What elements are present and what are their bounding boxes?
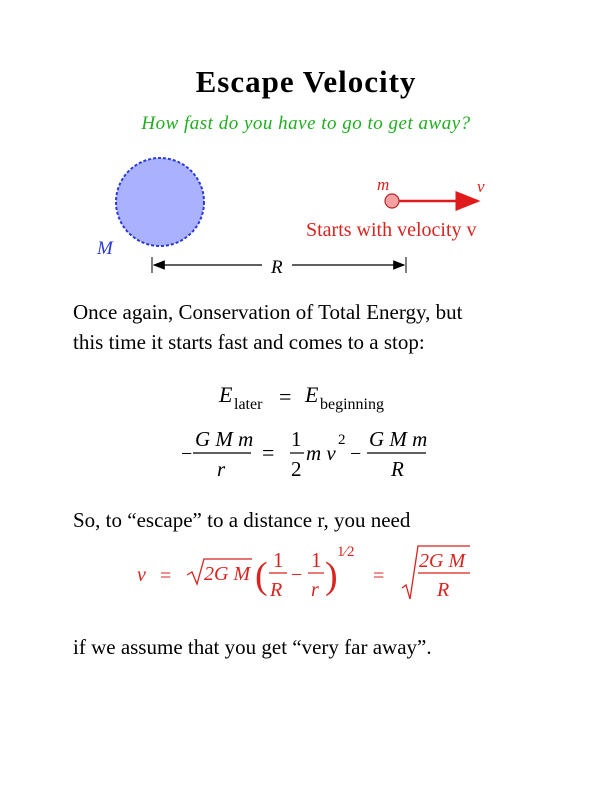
eq3-f1-den: R	[270, 579, 283, 601]
eq3-root2-num: 2G M	[419, 550, 466, 572]
eq2-frac1-num: G M m	[195, 427, 254, 451]
eq1-rhs: E	[305, 382, 319, 407]
eq3-root2-den: R	[437, 579, 450, 601]
object-label: m	[377, 175, 390, 194]
distance-label: R	[271, 257, 283, 278]
eq3-equals2: =	[373, 565, 385, 587]
eq1-lhs-sub: later	[234, 396, 263, 413]
eq2-mv: m v	[306, 441, 336, 465]
object-dot	[385, 194, 399, 208]
eq3-minus: −	[291, 564, 303, 586]
eq2-frac2-num: G M m	[369, 427, 428, 451]
eq2-minus: −	[181, 443, 193, 465]
page-title: Escape Velocity	[195, 64, 417, 99]
eq2-half-den: 2	[291, 457, 302, 481]
eq1-lhs: E	[219, 382, 233, 407]
planet-label: M	[97, 238, 113, 259]
paragraph-2: So, to “escape” to a distance r, you need	[73, 508, 411, 532]
paragraph-3: if we assume that you get “very far away”.	[73, 635, 432, 659]
subtitle: How fast do you have to go to get away?	[141, 113, 471, 134]
equation-escape-velocity	[137, 544, 470, 601]
eq3-f1-num: 1	[273, 548, 284, 572]
eq2-equals: =	[262, 440, 275, 465]
equation-conservation	[181, 427, 427, 481]
velocity-label: v	[477, 177, 485, 196]
eq3-rparen: )	[325, 555, 338, 597]
eq3-equals: =	[160, 565, 172, 587]
eq2-exp: 2	[338, 432, 346, 448]
eq1-rhs-sub: beginning	[320, 396, 384, 413]
eq2-frac1-den: r	[217, 457, 226, 481]
equation-energy	[218, 382, 384, 413]
eq3-exp: 1⁄2	[337, 544, 355, 560]
eq3-lparen: (	[255, 555, 268, 597]
velocity-caption: Starts with velocity v	[306, 219, 477, 241]
eq3-f2-den: r	[311, 579, 319, 601]
eq2-frac2-den: R	[391, 457, 404, 481]
eq2-half-num: 1	[291, 427, 302, 451]
eq3-f2-num: 1	[311, 548, 322, 572]
eq3-root1: 2G M	[204, 563, 251, 585]
planet-circle	[116, 158, 204, 246]
eq1-equals: =	[279, 384, 292, 409]
paragraph-1-line-1: Once again, Conservation of Total Energy, but	[73, 300, 463, 324]
eq2-minus2: −	[350, 443, 362, 465]
paragraph-1-line-2: this time it starts fast and comes to a stop:	[73, 330, 425, 354]
eq3-v: v	[137, 564, 146, 586]
